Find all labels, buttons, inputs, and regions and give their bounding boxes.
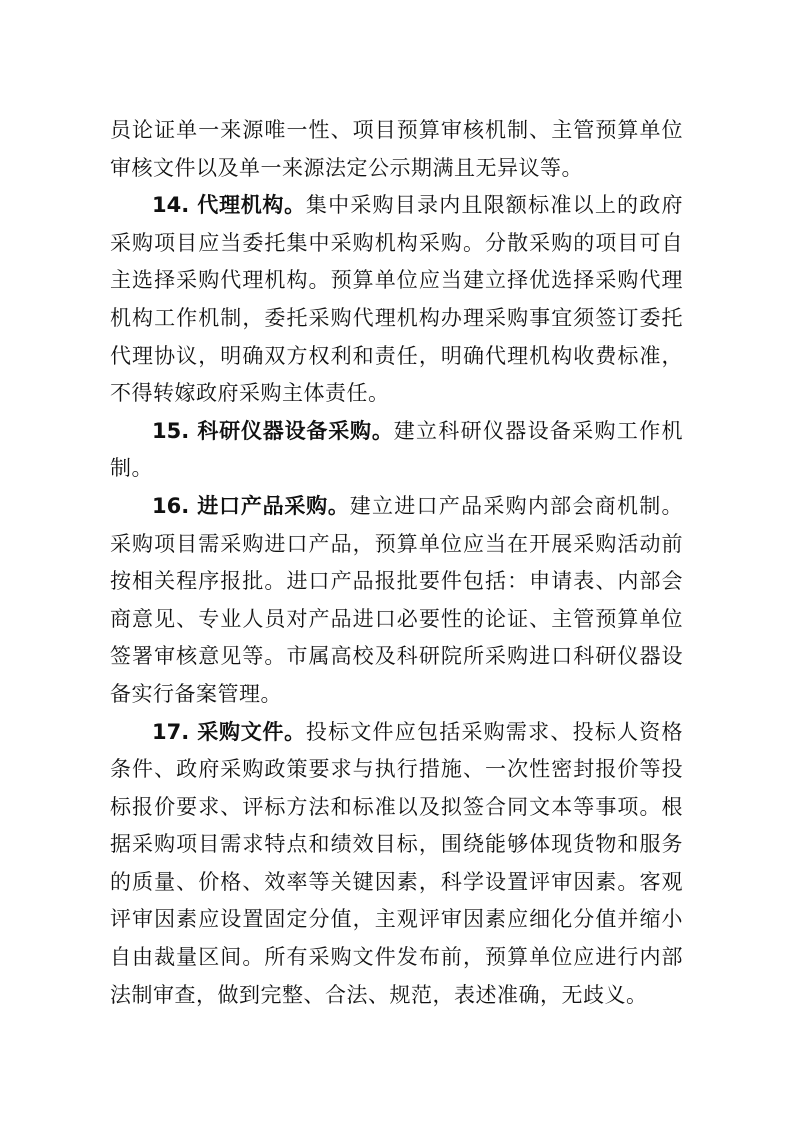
paragraph-text: 投标文件应包括采购需求、投标人资格条件、政府采购政策要求与执行措施、一次性密封报价等投标报价要求、评标方法和标准以及拟签合同文本等事项。根据采购项目需求特点和绩效目标，围绕能够体现货物和服务的质量、价格、效率等关键因素，科学设置评审因素。客观评审因素应设置固定分值，主观评审因素应细化分值并缩小自由裁量区间。所有采购文件发布前，预算单位应进行内部法制审查，做到完整、合法、规范，表述准确，无歧义。	[110, 719, 683, 1007]
paragraph-continuation	[110, 112, 683, 187]
paragraph-text: 建立科研仪器设备采购工作机制。	[110, 418, 683, 481]
paragraph-procurement-documents	[110, 714, 683, 1015]
section-heading: 16. 进口产品采购。	[152, 493, 350, 518]
paragraph-text: 建立进口产品采购内部会商机制。采购项目需采购进口产品，预算单位应当在开展采购活动前按相关程序报批。进口产品报批要件包括：申请表、内部会商意见、专业人员对产品进口必要性的论证、主管预算单位签署审核意见等。市属高校及科研院所采购进口科研仪器设备实行备案管理。	[110, 493, 684, 706]
section-heading: 17. 采购文件。	[152, 719, 306, 744]
paragraph-agency	[110, 187, 683, 413]
paragraph-text: 集中采购目录内且限额标准以上的政府采购项目应当委托集中采购机构采购。分散采购的项目可自主选择采购代理机构。预算单位应当建立择优选择采购代理机构工作机制，委托采购代理机构办理采购事宜须签订委托代理协议，明确双方权利和责任，明确代理机构收费标准，不得转嫁政府采购主体责任。	[110, 193, 683, 406]
section-heading: 14. 代理机构。	[152, 193, 306, 218]
paragraph-research-equipment	[110, 413, 683, 488]
paragraph-imported-products	[110, 488, 683, 714]
paragraph-text: 员论证单一来源唯一性、项目预算审核机制、主管预算单位审核文件以及单一来源法定公示期满且无异议等。	[110, 118, 683, 180]
section-heading: 15. 科研仪器设备采购。	[152, 418, 394, 443]
